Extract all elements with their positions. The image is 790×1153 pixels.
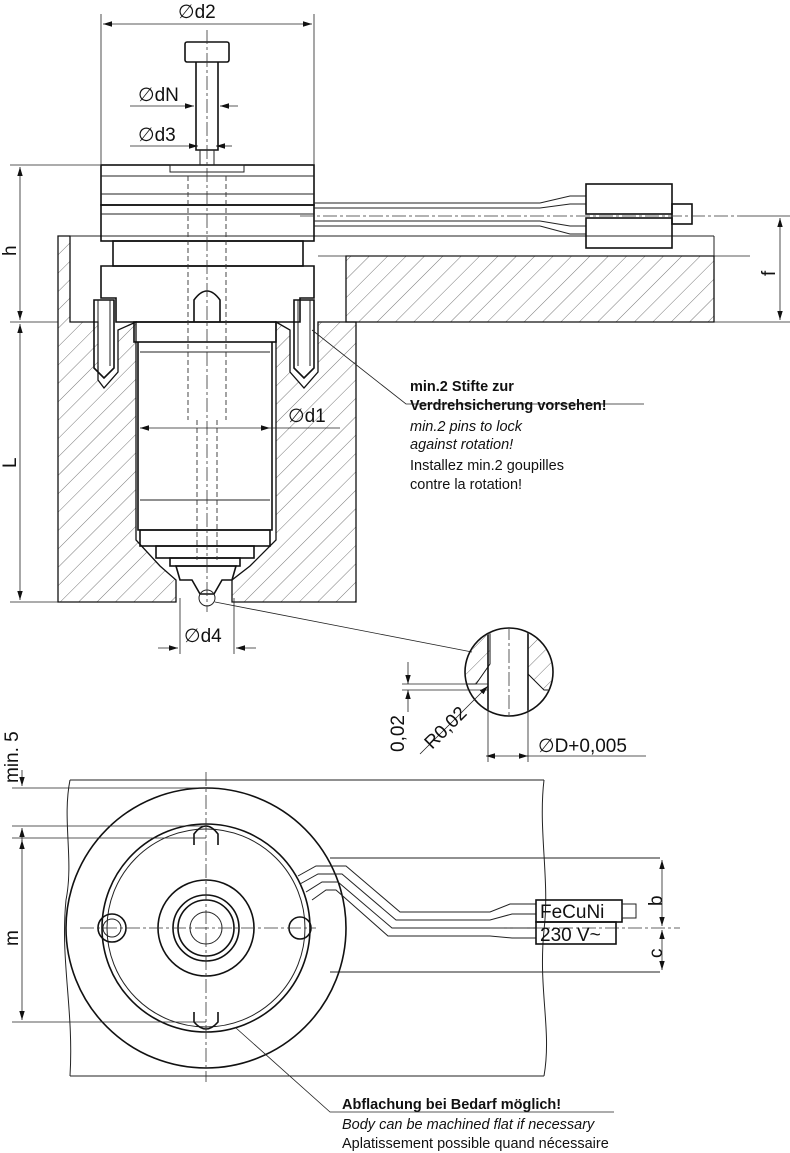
connector-plug-bottom [586,218,672,248]
nozzle-flange-top [101,165,314,205]
voltage-label: 230 V~ [540,925,601,946]
svg-text:Installez min.2 goupilles: Installez min.2 goupilles [410,458,564,474]
svg-text:contre la rotation!: contre la rotation! [410,477,523,493]
pins-note [410,379,607,493]
section-view [0,2,790,654]
dim-radius-label: R0,02 [420,702,472,754]
connector-plug-top [586,184,672,214]
svg-text:Abflachung bei Bedarf möglich!: Abflachung bei Bedarf möglich! [342,1097,562,1113]
dim-m-label: m [2,930,23,946]
dim-d4-label: ∅d4 [184,626,222,647]
svg-text:min.2 pins to lock: min.2 pins to lock [410,419,523,435]
dim-b-label: b [646,895,667,906]
dim-d2-label: ∅d2 [178,2,216,23]
dim-002-label: 0,02 [388,715,409,752]
svg-text:against rotation!: against rotation! [410,437,514,453]
dim-min5-label: min. 5 [2,731,23,783]
thermocouple-label: FeCuNi [540,902,605,923]
svg-text:Body can be machined flat if n: Body can be machined flat if necessary [342,1117,595,1133]
lock-pin-right [294,300,314,378]
dim-L-label: L [0,457,21,468]
heater-cable [300,184,740,248]
dim-dN-label: ∅dN [138,85,179,106]
mounting-plate-left [58,236,176,602]
dim-D-label: ∅D+0,005 [538,736,627,757]
svg-text:Verdrehsicherung vorsehen!: Verdrehsicherung vorsehen! [410,398,607,414]
dim-d1-label: ∅d1 [288,406,326,427]
detail-view [215,602,646,762]
flat-note [342,1097,609,1152]
dim-c-label: c [646,948,667,958]
plan-view [2,731,680,1112]
svg-text:Aplatissement possible quand n: Aplatissement possible quand nécessaire [342,1136,609,1152]
svg-text:min.2 Stifte zur: min.2 Stifte zur [410,379,514,395]
tool-plate-right [346,256,714,322]
dim-h-label: h [0,245,21,256]
dim-d3-label: ∅d3 [138,125,176,146]
dim-f-label: f [759,270,780,276]
